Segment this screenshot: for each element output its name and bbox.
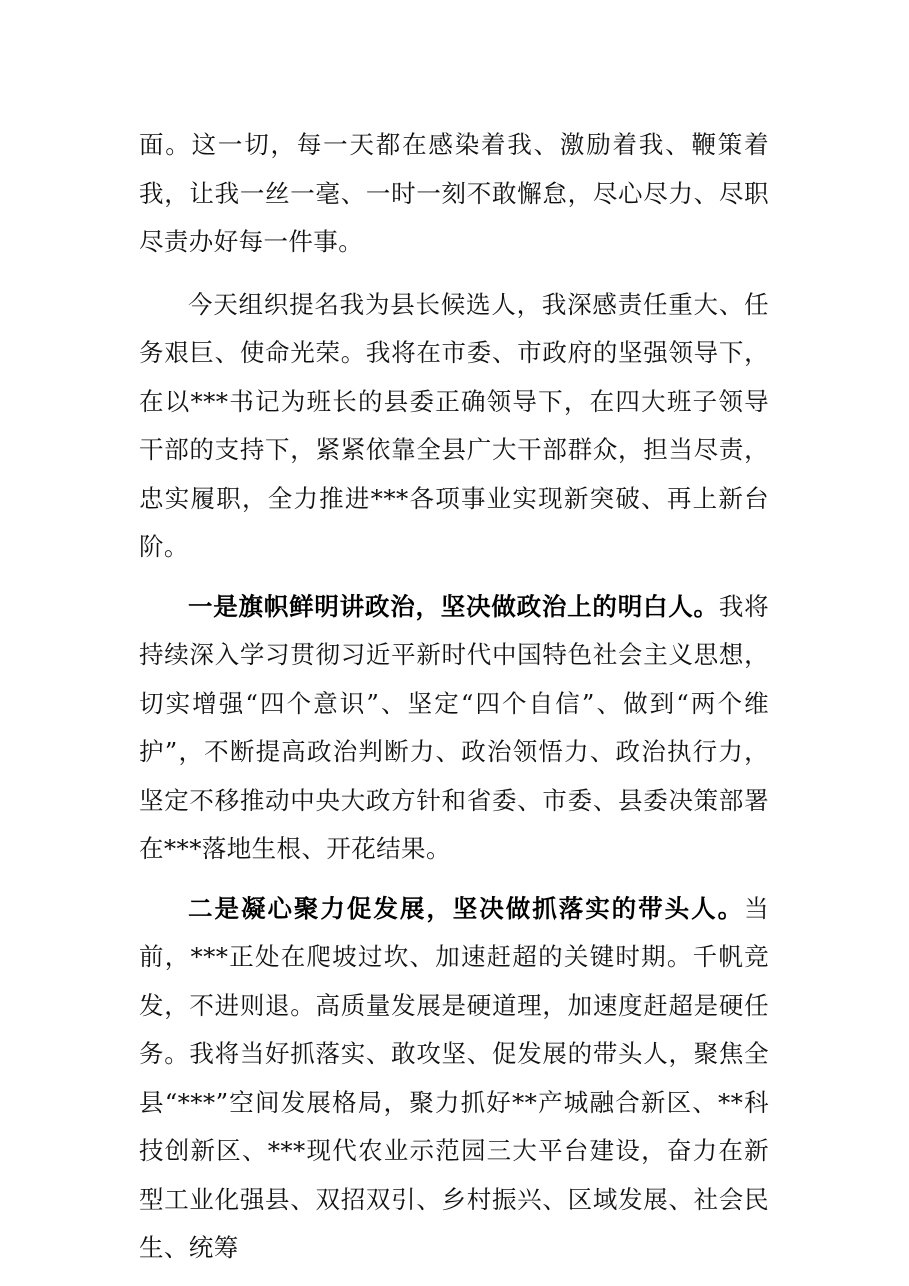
paragraph-point-one [139, 583, 769, 874]
paragraph-point-two [139, 885, 769, 1273]
paragraph-lead-heading: 二是凝心聚力促发展，坚决做抓落实的带头人。 [188, 893, 745, 923]
paragraph-text: 面。这一切，每一天都在感染着我、激励着我、鞭策着我，让我一丝一毫、一时一刻不敢懈怠，尽心尽力、尽职尽责办好每一件事。 [139, 130, 769, 256]
paragraph-continuation [139, 121, 769, 267]
document-body [139, 121, 769, 1273]
paragraph-text: 我将持续深入学习贯彻习近平新时代中国特色社会主义思想，切实增强“四个意识”、坚定“四个自信”、做到“两个维护”，不断提高政治判断力、政治领悟力、政治执行力，坚定不移推动中央大政方针和省委、市委、县委决策部署在***落地生根、开花结果。 [139, 591, 769, 863]
paragraph-lead-heading: 一是旗帜鲜明讲政治，坚决做政治上的明白人。 [188, 591, 719, 621]
paragraph-nomination [139, 281, 769, 572]
paragraph-text: 当前，***正处在爬坡过坎、加速赶超的关键时期。千帆竞发，不进则退。高质量发展是硬道理，加速度赶超是硬任务。我将当好抓落实、敢攻坚、促发展的带头人，聚焦全县“***”空间发展格局，聚力抓好**产城融合新区、**科技创新区、***现代农业示范园三大平台建设，奋力在新型工业化强县、双招双引、乡村振兴、区域发展、社会民生、统筹 [139, 893, 769, 1262]
paragraph-text: 今天组织提名我为县长候选人，我深感责任重大、任务艰巨、使命光荣。我将在市委、市政府的坚强领导下，在以***书记为班长的县委正确领导下，在四大班子领导干部的支持下，紧紧依靠全县广大干部群众，担当尽责，忠实履职，全力推进***各项事业实现新突破、再上新台阶。 [139, 289, 769, 561]
